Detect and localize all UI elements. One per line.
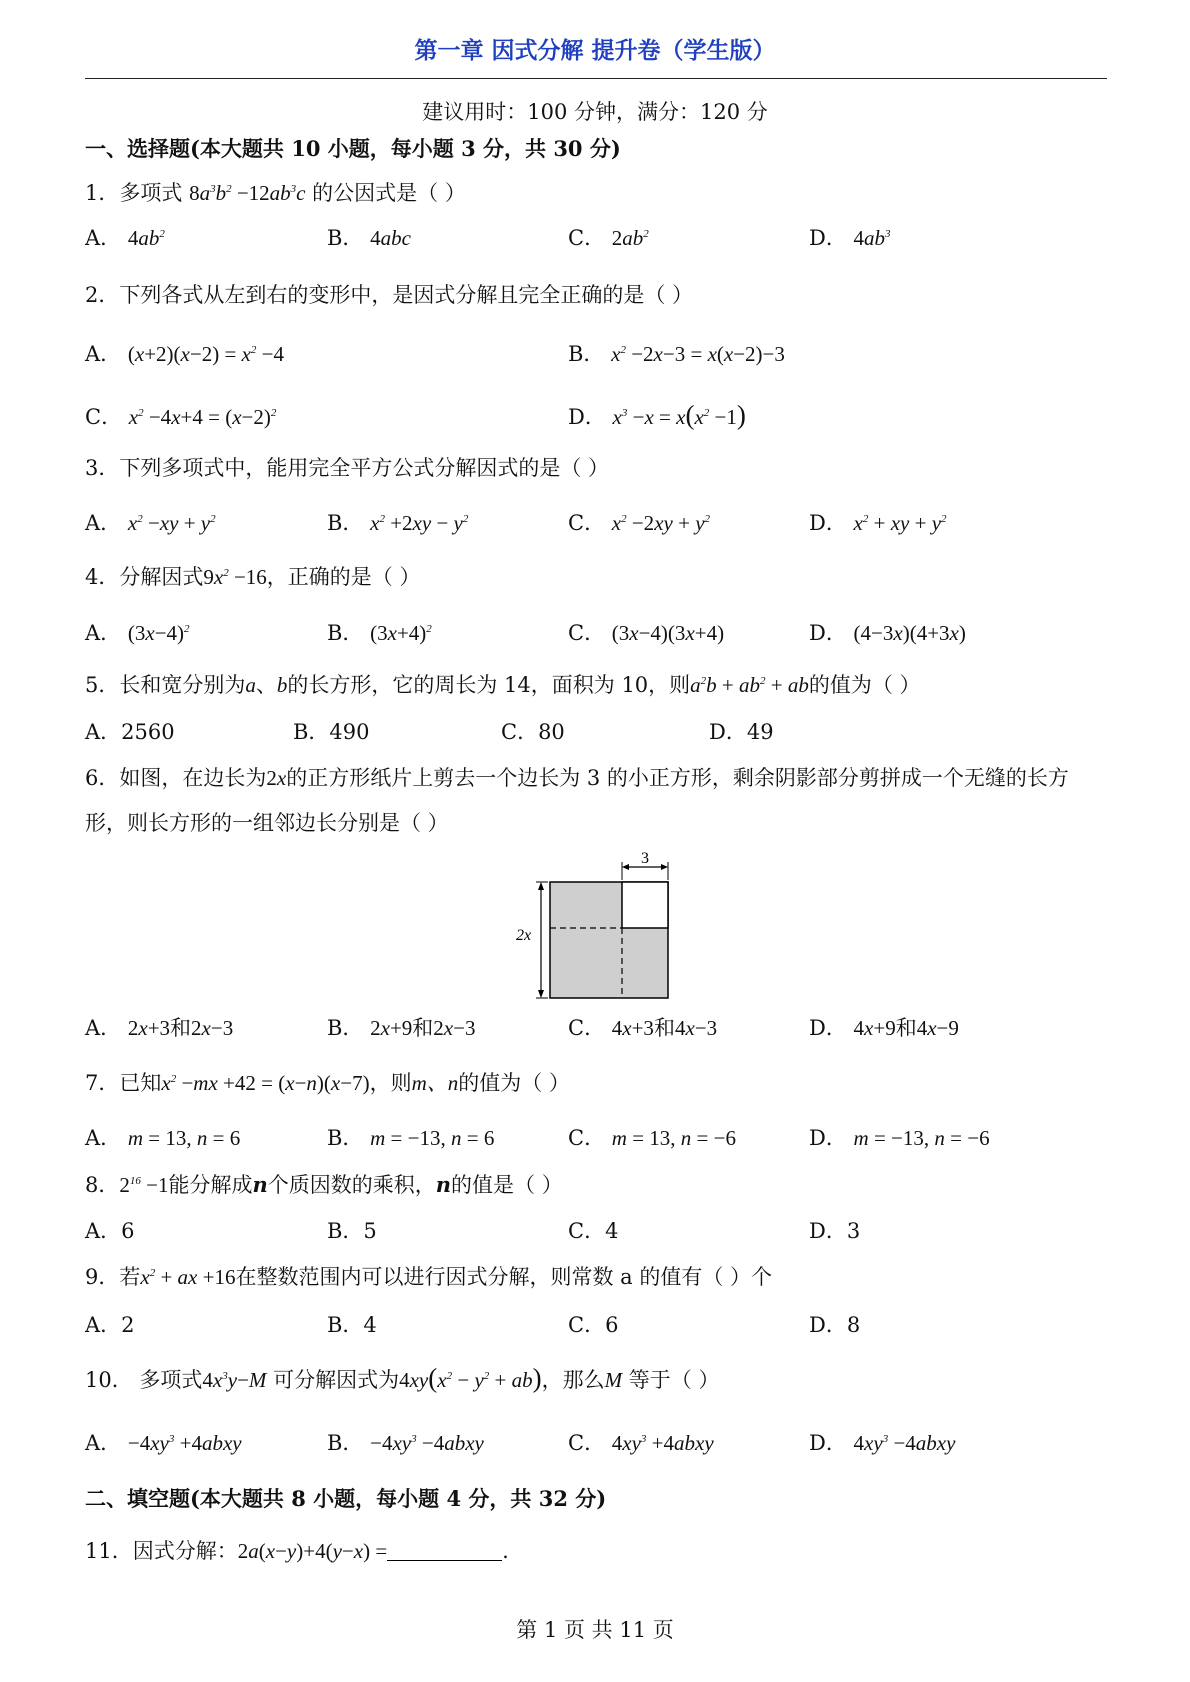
q1-option-d[interactable]: D． $4ab^3$ bbox=[809, 226, 891, 250]
page-footer: 第 1 页 共 11 页 bbox=[516, 1618, 674, 1642]
q8-option-c[interactable]: C．4 bbox=[568, 1219, 619, 1243]
q9-option-d[interactable]: D．8 bbox=[809, 1313, 861, 1337]
q10-option-a[interactable]: A． $-4xy^3$ +4abxy bbox=[85, 1431, 242, 1455]
q7-option-d[interactable]: D． m = −13, n = −6 bbox=[809, 1126, 990, 1150]
section-heading-choice: 一、选择题(本大题共 10 小题，每小题 3 分，共 30 分) bbox=[85, 136, 621, 161]
q1-option-b[interactable]: B． 4abc bbox=[327, 226, 411, 250]
question-5: 5．长和宽分别为a、b的长方形，它的周长为 14，面积为 10，则$a^2b + ab^2$ + ab的值为（ ） bbox=[85, 673, 921, 697]
q3-option-c[interactable]: C． $x^2 -2xy + y^2$ bbox=[568, 511, 711, 535]
answer-blank[interactable] bbox=[387, 1540, 502, 1561]
q9-expression: $x^2$ + ax +16 bbox=[140, 1265, 236, 1289]
q4-option-d[interactable]: D． (4−3x)(4+3x) bbox=[809, 621, 966, 645]
q2-option-b[interactable]: B． $x^2 -2x-3 = x(x-2)-3$ bbox=[568, 342, 785, 366]
q7-option-b[interactable]: B． m = −13, n = 6 bbox=[327, 1126, 495, 1150]
question-6: 6．如图，在边长为2x的正方形纸片上剪去一个边长为 3 的小正方形，剩余阴影部分剪拼成一个无缝的长方形，则长方形的一组邻边长分别是（ ） bbox=[85, 766, 1069, 835]
q1-option-c[interactable]: C． $2ab^2$ bbox=[568, 226, 649, 250]
q3-option-a[interactable]: A． $x^2 -xy + y^2$ bbox=[85, 511, 216, 535]
q9-option-b[interactable]: B．4 bbox=[327, 1313, 377, 1337]
q5-expression: $a^2b + ab^2$ + ab bbox=[690, 673, 809, 697]
q8-option-a[interactable]: A．6 bbox=[85, 1219, 135, 1243]
q2-option-d[interactable]: D． $x^3 -x = x(x^2 -1)$ bbox=[568, 400, 746, 430]
q4-option-b[interactable]: B． $(3x+4)^2$ bbox=[327, 621, 432, 645]
q2-option-a[interactable]: A． $(x+2)(x-2) = x^2 -4$ bbox=[85, 342, 284, 366]
q5-option-c[interactable]: C．80 bbox=[501, 720, 565, 744]
document-title: 第一章 因式分解 提升卷（学生版） bbox=[414, 38, 776, 64]
q5-option-a[interactable]: A．2560 bbox=[85, 720, 175, 744]
question-8: 8．$2^{16} -1$能分解成n个质因数的乘积，n的值是（ ） bbox=[85, 1172, 563, 1197]
question-4: 4．分解因式$9x^2 -16$，正确的是（ ） bbox=[85, 565, 421, 589]
question-2: 2．下列各式从左到右的变形中，是因式分解且完全正确的是（ ） bbox=[85, 283, 694, 307]
q7-option-c[interactable]: C． m = 13, n = −6 bbox=[568, 1126, 736, 1150]
q5-option-b[interactable]: B．490 bbox=[293, 720, 370, 744]
q4-option-a[interactable]: A． $(3x-4)^2$ bbox=[85, 621, 190, 645]
q8-option-b[interactable]: B．5 bbox=[327, 1219, 377, 1243]
q6-option-b[interactable]: B． 2x+9和2x−3 bbox=[327, 1016, 476, 1040]
question-10: 10． 多项式$4x^3y-M$ 可分解因式为$4xy(x^2 - y^2 + ab)$，那么M 等于（ ） bbox=[85, 1363, 720, 1393]
q6-option-c[interactable]: C． 4x+3和4x−3 bbox=[568, 1016, 718, 1040]
q11-expression: 2a(x−y)+4(y−x) = bbox=[237, 1539, 388, 1563]
exam-info: 建议用时：100 分钟，满分：120 分 bbox=[422, 100, 768, 124]
question-9: 9．若$x^2$ + ax +16在整数范围内可以进行因式分解，则常数 a 的值有（ ）个 bbox=[85, 1265, 773, 1289]
q4-option-c[interactable]: C． (3x−4)(3x+4) bbox=[568, 621, 725, 645]
question-11: 11．因式分解：2a(x−y)+4(y−x) = . bbox=[85, 1539, 509, 1563]
q9-option-c[interactable]: C．6 bbox=[568, 1313, 619, 1337]
q7-expression: $x^2 -mx +42 = (x-n)(x-7)$ bbox=[161, 1071, 370, 1095]
question-1: 1．多项式 $8a^3b^2 -12ab^3c$ 的公因式是（ ） bbox=[85, 181, 466, 205]
q7-option-a[interactable]: A． m = 13, n = 6 bbox=[85, 1126, 241, 1150]
q6-option-a[interactable]: A． 2x+3和2x−3 bbox=[85, 1016, 234, 1040]
q1-option-a[interactable]: A． $4ab^2$ bbox=[85, 226, 165, 250]
cut-small-square bbox=[622, 882, 668, 928]
q10-option-b[interactable]: B． $-4xy^3$ −4abxy bbox=[327, 1431, 484, 1455]
top-label: 3 bbox=[641, 850, 649, 867]
q2-option-c[interactable]: C． $x^2 -4x+4 = (x-2)^2$ bbox=[85, 405, 277, 429]
q10-option-d[interactable]: D． $4xy^3$ −4abxy bbox=[809, 1431, 956, 1455]
side-label: 2x bbox=[516, 927, 532, 944]
q6-option-d[interactable]: D． 4x+9和4x−9 bbox=[809, 1016, 959, 1040]
q3-option-d[interactable]: D． $x^2$ + xy + $y^2$ bbox=[809, 511, 947, 535]
q1-expression: $8a^3b^2 -12ab^3c$ bbox=[189, 181, 306, 205]
title-divider bbox=[85, 78, 1107, 79]
q4-expression: $9x^2 -16$ bbox=[203, 565, 267, 589]
q3-option-b[interactable]: B． $x^2 +2xy - y^2$ bbox=[327, 511, 469, 535]
q9-option-a[interactable]: A．2 bbox=[85, 1313, 135, 1337]
section-heading-fill: 二、填空题(本大题共 8 小题，每小题 4 分，共 32 分) bbox=[85, 1486, 607, 1511]
question-7: 7．已知$x^2 -mx +42 = (x-n)(x-7)$，则m、n的值为（ ） bbox=[85, 1071, 570, 1095]
q5-option-d[interactable]: D．49 bbox=[709, 720, 774, 744]
q8-expression: $2^{16} -1$ bbox=[119, 1173, 169, 1197]
question-3: 3．下列多项式中，能用完全平方公式分解因式的是（ ） bbox=[85, 456, 610, 480]
square-cut-figure bbox=[518, 852, 678, 1002]
q8-option-d[interactable]: D．3 bbox=[809, 1219, 861, 1243]
q10-option-c[interactable]: C． $4xy^3$ +4abxy bbox=[568, 1431, 714, 1455]
